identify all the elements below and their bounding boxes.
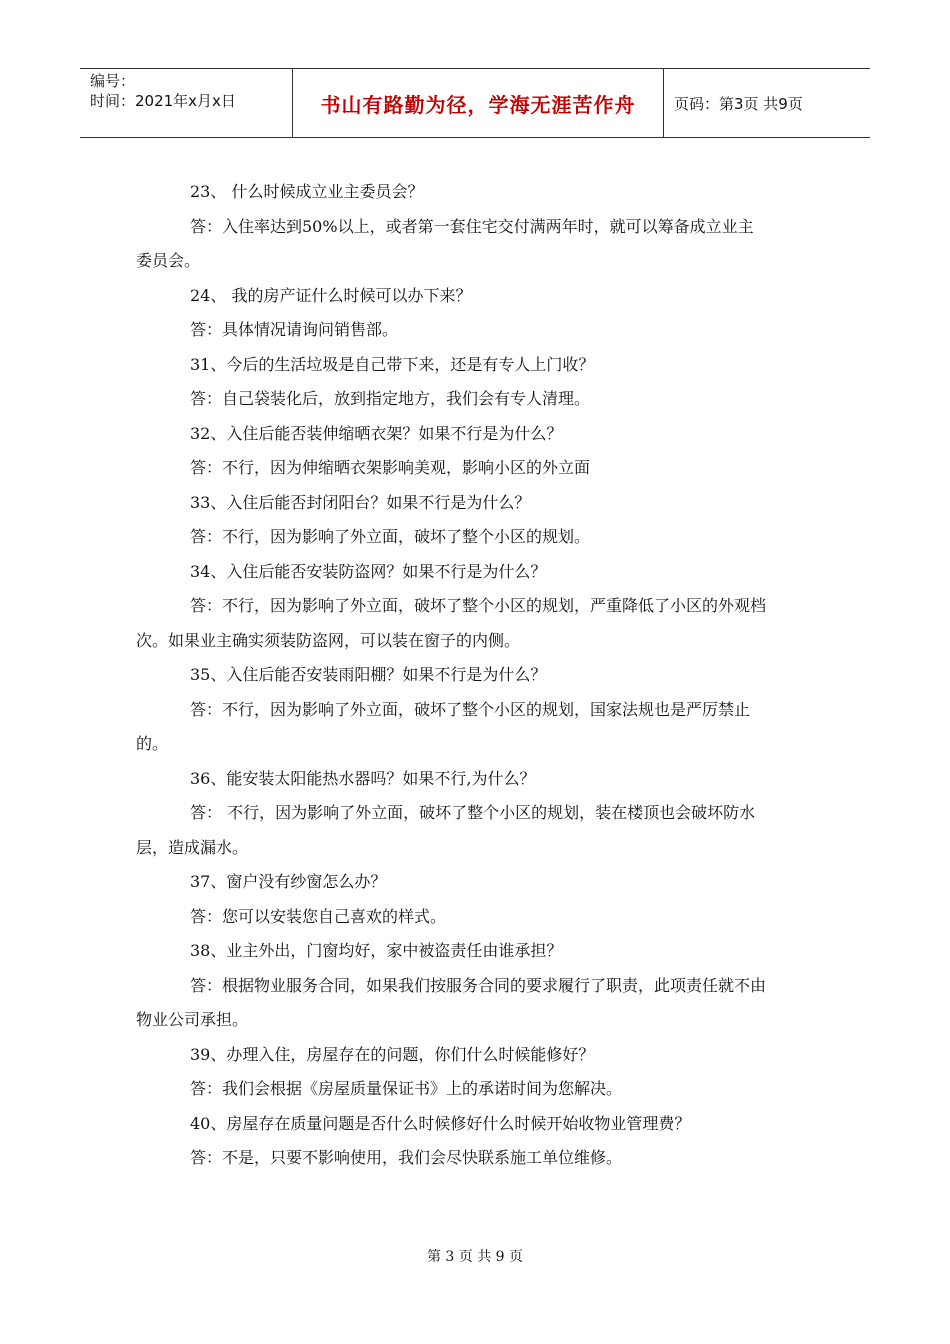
answer-37: 答：您可以安装您自己喜欢的样式。	[190, 906, 447, 926]
question-35: 35、入住后能否安装雨阳棚？如果不行是为什么？	[190, 665, 547, 684]
question-33: 33、入住后能否封闭阳台？如果不行是为什么？	[190, 492, 531, 512]
question-36: 36、能安装太阳能热水器吗？如果不行,为什么？	[190, 768, 536, 788]
answer-36-cont: 层，造成漏水。	[136, 837, 249, 857]
question-23: 23、 什么时候成立业主委员会？	[190, 182, 424, 201]
question-40: 40、房屋存在质量问题是否什么时候修好什么时候开始收物业管理费？	[190, 1113, 691, 1133]
qa-content	[136, 175, 825, 1176]
answer-39: 答：我们会根据《房屋质量保证书》上的承诺时间为您解决。	[190, 1079, 623, 1098]
question-34: 34、入住后能否安装防盗网？如果不行是为什么？	[190, 561, 547, 581]
page-footer: 第 3 页 共 9 页	[426, 1249, 524, 1265]
answer-40: 答：不是，只要不影响使用，我们会尽快联系施工单位维修。	[190, 1148, 623, 1167]
answer-23: 答：入住率达到50%以上，或者第一套住宅交付满两年时，就可以筹备成立业主	[190, 216, 754, 236]
header-motto: 书山有路勤为径，学海无涯苦作舟	[293, 69, 664, 137]
answer-24: 答：具体情况请询问销售部。	[190, 320, 399, 339]
answer-36: 答： 不行，因为影响了外立面，破坏了整个小区的规划，装在楼顶也会破坏防水	[190, 803, 756, 822]
answer-34: 答：不行，因为影响了外立面，破坏了整个小区的规划，严重降低了小区的外观档	[190, 596, 767, 615]
time-label: 时间：2021年x月x日	[90, 92, 236, 110]
number-label: 编号：	[90, 72, 136, 90]
page-header	[80, 68, 870, 138]
header-meta	[80, 69, 293, 137]
answer-34-cont: 次。如果业主确实须装防盗网，可以装在窗子的内侧。	[136, 630, 521, 650]
answer-38-cont: 物业公司承担。	[136, 1010, 249, 1029]
answer-38: 答：根据物业服务合同，如果我们按服务合同的要求履行了职责，此项责任就不由	[190, 975, 767, 995]
question-37: 37、窗户没有纱窗怎么办？	[190, 872, 387, 891]
question-31: 31、今后的生活垃圾是自己带下来，还是有专人上门收？	[190, 354, 595, 374]
question-24: 24、 我的房产证什么时候可以办下来？	[190, 285, 472, 305]
answer-35: 答：不行，因为影响了外立面，破坏了整个小区的规划，国家法规也是严厉禁止	[190, 699, 751, 719]
question-38: 38、业主外出，门窗均好，家中被盗责任由谁承担？	[190, 941, 563, 960]
answer-33: 答：不行，因为影响了外立面，破坏了整个小区的规划。	[190, 527, 591, 546]
question-39: 39、办理入住，房屋存在的问题，你们什么时候能修好？	[190, 1044, 595, 1064]
answer-31: 答：自己袋装化后，放到指定地方，我们会有专人清理。	[190, 389, 591, 408]
answer-23-cont: 委员会。	[136, 251, 201, 270]
answer-35-cont: 的。	[136, 734, 169, 753]
answer-32: 答：不行，因为伸缩晒衣架影响美观，影响小区的外立面	[190, 458, 591, 477]
question-32: 32、入住后能否装伸缩晒衣架？如果不行是为什么？	[190, 423, 563, 443]
header-page-info: 页码：第3页 共9页	[674, 94, 803, 113]
